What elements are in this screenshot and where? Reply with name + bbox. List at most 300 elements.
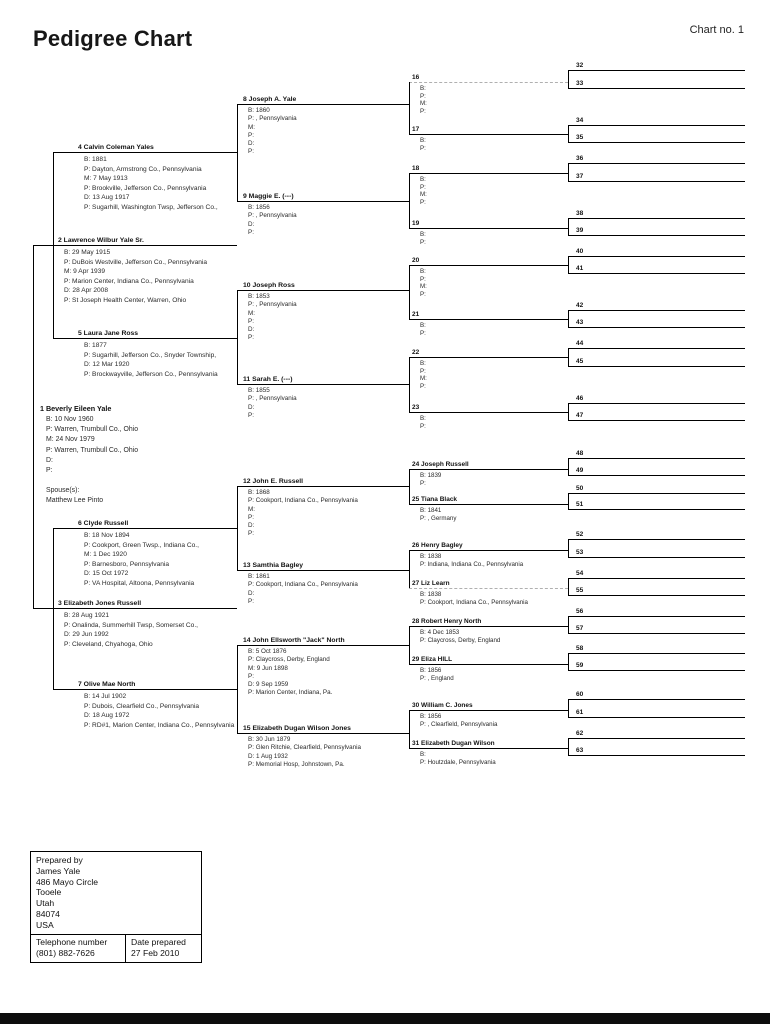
person-39-line [568,235,745,236]
preparer-state: Utah [36,898,55,909]
person-29-details [420,667,454,682]
person-5-details [84,341,218,379]
detail-line: P: Brockwayville, Jefferson Co., Pennsylvania [84,370,218,378]
bracket-12-13 [237,486,238,570]
detail-line: M: [420,375,427,382]
person-57-line [568,633,745,634]
person-2-details [64,248,207,305]
bracket-14-15 [237,645,238,733]
person-44-number: 44 [576,340,584,347]
person-27-name: 27 Liz Learn [412,580,450,587]
person-12-details [248,489,358,539]
detail-line: D: [248,140,255,148]
detail-line: M: 9 Apr 1939 [64,268,106,275]
person-33-line [568,88,745,89]
person-55-line [568,595,745,596]
person-61-line [568,717,745,718]
person-3-name: 3 Elizabeth Jones Russell [58,600,142,607]
person-31-name: 31 Elizabeth Dugan Wilson [412,740,495,747]
person-5-name: 5 Laura Jane Ross [78,330,139,337]
person-10-details [248,293,297,343]
person-8-line [237,104,409,105]
detail-line: M: [248,309,255,317]
detail-line: P: Brookville, Jefferson Co., Pennsylvania [84,184,207,192]
detail-line: P: [248,148,254,156]
detail-line: B: 1853 [248,293,270,300]
detail-line: P: Warren, Trumbull Co., Ohio [46,426,139,434]
detail-line: P: [248,597,254,605]
person-36-line [568,163,745,164]
person-59-number: 59 [576,662,584,669]
person-63-number: 63 [576,747,584,754]
person-21-line [409,319,568,320]
bracket-10-11 [237,290,238,384]
bracket-24-25 [409,469,410,504]
person-9-line [237,201,409,202]
detail-line: P: Dubois, Clearfield Co., Pennsylvania [84,702,200,710]
detail-line: D: 12 Mar 1920 [84,361,130,368]
person-47-number: 47 [576,412,584,419]
person-29-name: 29 Eliza HILL [412,656,453,663]
person-10-line [237,290,409,291]
person-45-number: 45 [576,358,584,365]
person-57-number: 57 [576,625,584,632]
detail-line: M: 1 Dec 1920 [84,551,127,558]
person-56-line [568,616,745,617]
person-19-details [420,231,426,246]
preparer-name: James Yale [36,865,81,876]
detail-line: P: Marion Center, Indiana Co., Pennsylvania [64,277,194,285]
person-60-number: 60 [576,691,584,698]
person-46-number: 46 [576,395,584,402]
person-58-number: 58 [576,645,584,652]
person-9-details [248,204,297,237]
person-36-number: 36 [576,155,584,162]
person-47-line [568,420,745,421]
person-42-number: 42 [576,302,584,309]
person-48-number: 48 [576,450,584,457]
preparer-city: Tooele [36,887,62,898]
person-43-number: 43 [576,319,584,326]
person-18-line [409,173,568,174]
detail-line: B: 4 Dec 1853 [420,629,460,636]
detail-line: M: [248,505,255,513]
detail-line: B: 1877 [84,342,107,349]
detail-line: B: 1838 [420,553,442,560]
detail-line: P: Houtzdale, Pennsylvania [420,758,496,766]
detail-line: P: Onalinda, Summerhill Twsp, Somerset Co., [64,621,199,629]
person-24-details [420,472,441,487]
person-31-details [420,751,496,766]
person-23-details [420,415,426,430]
person-17-line [409,134,568,135]
person-46-line [568,403,745,404]
person-31-line [409,748,568,749]
person-3-line [33,608,237,609]
detail-line: P: DuBois Westville, Jefferson Co., Pennsylvania [64,258,208,266]
detail-line: D: 15 Oct 1972 [84,570,129,577]
person-53-number: 53 [576,549,584,556]
detail-line: P: VA Hospital, Altoona, Pennsylvania [84,579,195,587]
person-18-details [420,176,427,206]
bracket-56-57 [568,616,569,633]
person-45-line [568,366,745,367]
detail-line: B: 29 May 1915 [64,249,111,256]
person-19-number: 19 [412,220,420,227]
page-title: Pedigree Chart [33,26,193,51]
person-6-line [53,528,237,529]
detail-line: B: 1856 [248,204,270,211]
person-19-line [409,228,568,229]
person-6-details [84,531,199,588]
detail-line: P: [420,422,426,430]
detail-line: M: [248,123,255,131]
detail-line: P: Warren, Trumbull Co., Ohio [46,446,139,454]
detail-line: P: Memorial Hosp, Johnstown, Pa. [248,760,345,768]
detail-line: B: [420,176,426,183]
person-48-line [568,458,745,459]
person-1-details [46,415,138,476]
person-51-number: 51 [576,501,584,508]
detail-line: D: [248,326,255,334]
detail-line: B: 1841 [420,507,442,514]
person-23-number: 23 [412,404,420,411]
detail-line: D: 1 Aug 1932 [248,752,288,760]
bracket-60-61 [568,699,569,717]
detail-line: M: 7 May 1913 [84,175,128,182]
detail-line: B: 1861 [248,573,270,580]
spouse-block [46,486,103,507]
detail-line: D: 13 Aug 1917 [84,194,130,201]
detail-line: P: Glen Ritchie, Clearfield, Pennsylvania [248,744,362,752]
person-15-name: 15 Elizabeth Dugan Wilson Jones [243,725,351,732]
detail-line: P: [420,198,426,206]
person-40-number: 40 [576,248,584,255]
prepared-by-label: Prepared by [36,855,83,865]
person-6-name: 6 Clyde Russell [78,520,129,527]
person-14-line [237,645,409,646]
person-41-number: 41 [576,265,584,272]
detail-line: B: 1855 [248,387,270,394]
bracket-20-21 [409,265,410,319]
person-24-name: 24 Joseph Russell [412,461,469,468]
detail-line: B: 1868 [248,489,270,496]
detail-line: B: [420,137,426,144]
person-18-number: 18 [412,165,420,172]
detail-line: B: 1881 [84,156,107,163]
detail-line: D: [248,589,255,597]
person-14-details [248,648,332,698]
detail-line: P: [420,144,426,152]
person-11-details [248,387,297,420]
detail-line: P: [248,228,254,236]
person-38-line [568,218,745,219]
detail-line: B: 1856 [420,667,442,674]
detail-line: P: , Pennsylvania [248,301,297,309]
telephone-cell [31,935,126,962]
person-27-details [420,591,528,606]
detail-line: P: [248,131,254,139]
bracket-8-9 [237,104,238,201]
person-58-line [568,653,745,654]
person-54-number: 54 [576,570,584,577]
detail-line: P: [420,275,426,283]
detail-line: P: , Pennsylvania [248,395,297,403]
person-30-line [409,710,568,711]
detail-line: P: Cookport, Indiana Co., Pennsylvania [248,581,358,589]
detail-line: B: [420,85,426,92]
person-24-line [409,469,568,470]
person-55-number: 55 [576,587,584,594]
bracket-28-29 [409,626,410,664]
person-21-details [420,322,426,337]
person-8-name: 8 Joseph A. Yale [243,96,297,103]
person-16-number: 16 [412,74,420,81]
person-61-number: 61 [576,709,584,716]
person-2-name: 2 Lawrence Wilbur Yale Sr. [58,237,144,244]
person-20-number: 20 [412,257,420,264]
detail-line: P: [420,367,426,375]
detail-line: B: 1860 [248,107,270,114]
person-9-name: 9 Maggie E. (---) [243,193,294,200]
detail-line: P: Marion Center, Indiana, Pa. [248,689,333,697]
bracket-52-53 [568,539,569,557]
detail-line: B: 1838 [420,591,442,598]
person-35-number: 35 [576,134,584,141]
person-59-line [568,670,745,671]
spouse-line: Matthew Lee Pinto [46,497,104,505]
person-63-line [568,755,745,756]
person-16-line [409,82,568,83]
detail-line: P: , Clearfield, Pennsylvania [420,720,498,728]
person-7-line [53,689,237,690]
detail-line: P: Cookport, Green Twsp., Indiana Co., [84,541,199,549]
person-62-line [568,738,745,739]
detail-line: B: 18 Nov 1894 [84,532,130,539]
detail-line: M: [420,283,427,290]
detail-line: D: 9 Sep 1959 [248,681,289,689]
person-20-details [420,268,427,298]
bracket-30-31 [409,710,410,748]
detail-line: B: 1839 [420,472,442,479]
person-49-number: 49 [576,467,584,474]
bracket-42-43 [568,310,569,327]
detail-line: B: [420,322,426,329]
detail-line: P: Sugarhill, Washington Twsp, Jefferson Co., [84,203,218,211]
detail-line: P: [420,183,426,191]
prepared-by-address [31,852,201,934]
detail-line: B: 10 Nov 1960 [46,416,94,423]
person-62-number: 62 [576,730,584,737]
person-11-name: 11 Sarah E. (---) [243,376,293,383]
person-34-line [568,125,745,126]
detail-line: B: [420,268,426,275]
person-52-line [568,539,745,540]
person-11-line [237,384,409,385]
person-25-name: 25 Tiana Black [412,496,458,503]
person-1-name: 1 Beverly Eileen Yale [40,404,112,413]
person-25-details [420,507,456,522]
person-21-number: 21 [412,311,420,318]
spouse-line: Spouse(s): [46,487,80,494]
detail-line: P: [420,479,426,487]
date-prepared-label: Date prepared [131,936,186,947]
bracket-46-47 [568,403,569,420]
bracket-26-27 [409,550,410,588]
bracket-32-33 [568,70,569,88]
person-13-line [237,570,409,571]
bracket-44-45 [568,348,569,366]
detail-line: P: , Pennsylvania [248,115,297,123]
person-30-details [420,713,497,728]
person-22-line [409,357,568,358]
detail-line: P: [248,317,254,325]
detail-line: P: [248,530,254,538]
detail-line: P: Cookport, Indiana Co., Pennsylvania [420,598,529,606]
bracket-18-19 [409,173,410,228]
detail-line: P: , England [420,674,454,682]
detail-line: M: [420,191,427,198]
person-39-number: 39 [576,227,584,234]
bracket-4-5 [53,152,54,338]
detail-line: M: 9 Jun 1898 [248,664,288,672]
detail-line: P: , Pennsylvania [248,212,297,220]
detail-line: B: 1856 [420,713,442,720]
person-27-line [409,588,568,589]
page-bottom-edge [0,1013,770,1024]
bracket-6-7 [53,528,54,689]
detail-line: P: Cookport, Indiana Co., Pennsylvania [248,497,358,505]
detail-line: P: [248,334,254,342]
detail-line: M: 24 Nov 1979 [46,436,95,444]
footer-bottom-row [31,934,201,962]
person-20-line [409,265,568,266]
person-38-number: 38 [576,210,584,217]
detail-line: P: [420,382,426,390]
person-26-line [409,550,568,551]
detail-line: P: Barnesboro, Pennsylvania [84,560,170,568]
person-10-name: 10 Joseph Ross [243,282,295,289]
bracket-34-35 [568,125,569,142]
person-13-name: 13 Samthia Bagley [243,562,304,569]
detail-line: P: St Joseph Health Center, Warren, Ohio [64,296,187,304]
telephone-label: Telephone number [36,936,108,947]
person-43-line [568,327,745,328]
person-37-number: 37 [576,173,584,180]
detail-line: P: [420,92,426,100]
person-13-details [248,573,358,606]
bracket-2-3 [33,245,34,608]
detail-line: B: 30 Jun 1879 [248,736,291,743]
person-22-number: 22 [412,349,420,356]
detail-line: B: [420,360,426,367]
person-56-number: 56 [576,608,584,615]
person-8-details [248,107,297,157]
person-26-name: 26 Henry Bagley [412,542,463,549]
date-prepared-cell [126,935,201,962]
person-15-line [237,733,409,734]
bracket-62-63 [568,738,569,755]
detail-line: B: 14 Jul 1902 [84,693,127,700]
person-29-line [409,664,568,665]
person-37-line [568,181,745,182]
detail-line: P: [420,290,426,298]
detail-line: P: Sugarhill, Jefferson Co., Snyder Township, [84,351,217,359]
detail-line: D: [248,522,255,530]
detail-line: B: [420,751,426,758]
detail-line: P: [46,467,53,475]
person-4-line [53,152,237,153]
detail-line: P: Claycross, Derby, England [248,656,330,664]
prepared-by-box [30,851,202,963]
person-2-line [33,245,237,246]
person-23-line [409,412,568,413]
person-42-line [568,310,745,311]
person-32-number: 32 [576,62,584,69]
bracket-40-41 [568,256,569,273]
person-16-details [420,85,427,115]
person-3-details [64,611,198,649]
person-4-name: 4 Calvin Coleman Yales [78,144,154,151]
preparer-country: USA [36,919,54,930]
detail-line: P: [248,411,254,419]
detail-line: B: 28 Aug 1921 [64,612,110,619]
preparer-street: 486 Mayo Circle [36,876,99,887]
person-28-line [409,626,568,627]
person-14-name: 14 John Ellsworth "Jack" North [243,637,345,644]
bracket-48-49 [568,458,569,475]
person-51-line [568,509,745,510]
telephone-value: (801) 882-7626 [36,947,95,958]
person-28-name: 28 Robert Henry North [412,618,482,625]
preparer-zip: 84074 [36,908,60,919]
person-7-details [84,692,234,730]
person-41-line [568,273,745,274]
person-53-line [568,557,745,558]
detail-line: P: [420,107,426,115]
person-44-line [568,348,745,349]
person-22-details [420,360,427,390]
bracket-22-23 [409,357,410,412]
detail-line: P: [420,329,426,337]
detail-line: P: [248,672,254,680]
detail-line: D: 29 Jun 1992 [64,631,109,638]
detail-line: D: 18 Aug 1972 [84,712,130,719]
chart-number: Chart no. 1 [689,24,744,36]
person-5-line [53,338,237,339]
date-prepared-value: 27 Feb 2010 [131,947,180,958]
detail-line: P: Claycross, Derby, England [420,636,501,644]
person-17-number: 17 [412,126,420,133]
detail-line: B: 5 Oct 1876 [248,648,287,655]
bracket-38-39 [568,218,569,235]
person-17-details [420,137,426,152]
detail-line: P: Cleveland, Chyahoga, Ohio [64,640,153,648]
detail-line: D: [46,456,53,464]
bracket-16-17 [409,82,410,134]
person-7-name: 7 Olive Mae North [78,681,136,688]
detail-line: P: RD#1, Marion Center, Indiana Co., Pennsylvania [84,721,235,729]
person-40-line [568,256,745,257]
bracket-58-59 [568,653,569,670]
bracket-36-37 [568,163,569,181]
person-33-number: 33 [576,80,584,87]
person-25-line [409,504,568,505]
person-15-details [248,736,361,769]
person-60-line [568,699,745,700]
person-12-name: 12 John E. Russell [243,478,304,485]
detail-line: B: [420,415,426,422]
